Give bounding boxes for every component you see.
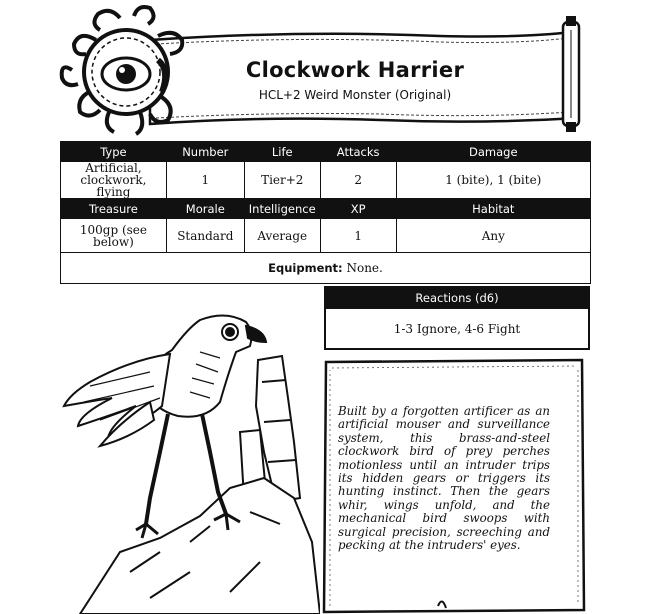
intelligence-header: Intelligence [244,199,320,219]
page-title: Clockwork Harrier [245,58,465,82]
treasure-value: 100gp (see below) [61,219,167,253]
treasure-header: Treasure [61,199,167,219]
equipment-row [61,253,591,284]
stat-header-row [61,142,591,162]
type-header: Type [61,142,167,162]
morale-header: Morale [166,199,244,219]
xp-header: XP [320,199,396,219]
reactions-body: 1-3 Ignore, 4-6 Fight [393,322,521,336]
number-header: Number [166,142,244,162]
reactions-box [324,286,590,350]
habitat-value: Any [396,219,590,253]
number-value: 1 [166,162,244,199]
type-value: Artificial, clockwork, flying [61,162,167,199]
reactions-header: Reactions (d6) [326,288,588,309]
stat-header-row [61,199,591,219]
stat-value-row [61,219,591,253]
life-value: Tier+2 [244,162,320,199]
life-header: Life [244,142,320,162]
morale-value: Standard [166,219,244,253]
habitat-header: Habitat [396,199,590,219]
damage-header: Damage [396,142,590,162]
clockwork-harrier-illustration [50,302,320,614]
stat-table [60,141,591,284]
page-subtitle: HCL+2 Weird Monster (Original) [258,88,452,102]
damage-value: 1 (bite), 1 (bite) [396,162,590,199]
attacks-header: Attacks [320,142,396,162]
description-text: Built by a forgotten artificer as an artificial mouser and surveillance system, this brass-and-steel clockwork bird of prey perches motionless until an intruder trips its hidden gears or triggers its hunting instinct. Then the gears whir, wings unfold, and the mechanical bird swoops with surgical precision, screeching and pecking at the intruders' eyes. [338,404,550,553]
intelligence-value: Average [244,219,320,253]
stat-value-row [61,162,591,199]
equipment-cell [61,253,591,284]
equipment-value: None. [342,261,383,275]
equipment-label: Equipment: [268,261,343,275]
xp-value: 1 [320,219,396,253]
scroll-banner-icon [563,16,579,132]
attacks-value: 2 [320,162,396,199]
